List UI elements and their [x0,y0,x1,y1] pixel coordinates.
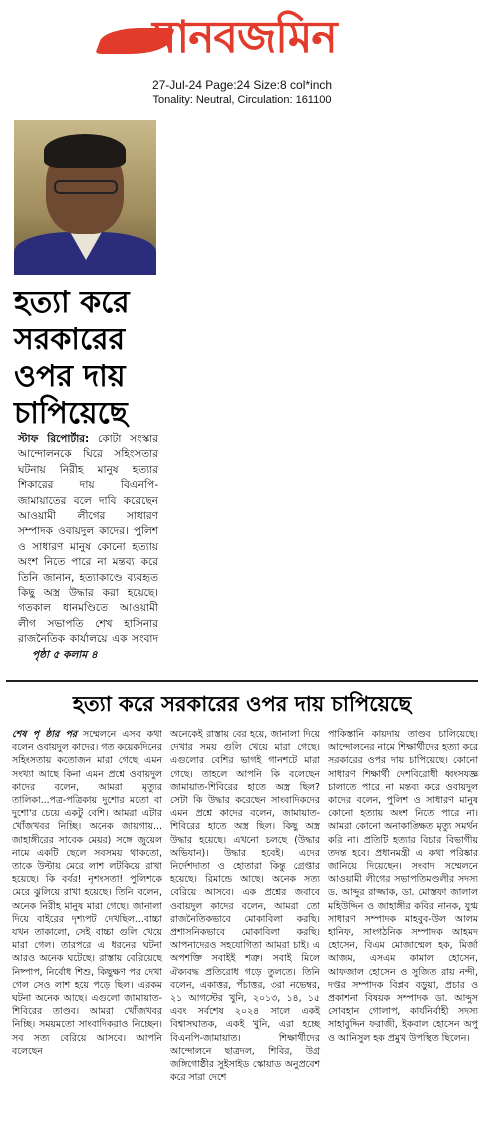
continuation-headline: হত্যা করে সরকারের ওপর দায় চাপিয়েছে [72,692,412,716]
body-column-3: পাকিস্তানি কায়দায় তাণ্ডব চালিয়েছে। আন্দোলনের নামে শিক্ষার্থীদের হত্যা করে সরকারের ওপর দায় চাপিয়েছে। কোনো সাধারণ শিক্ষার্থী দেশবিরোধী ধ্বংসযজ্ঞ চালাতে পারে না মন্তব্য করে ওবায়দুল কাদের বলেন, পুলিশ ও সাধারণ মানুষ কোনো হত্যায় অংশ নিতে পারে না। আমরা কোনো অনাকাঙ্ক্ষিত মৃত্যু সমর্থন করি না। প্রতিটি হত্যার বিচার বিভাগীয় তদন্ত হবে। প্রধানমন্ত্রী এ কথা পরিষ্কার জানিয়ে দিয়েছেন। সংবাদ সম্মেলনে আওয়ামী লীগের সভাপতিমণ্ডলীর সদস্য ড. আব্দুর রাজ্জাক, ডা. মোস্তফা জালাল মহিউদ্দিন ও জাহাঙ্গীর কবির নানক, যুগ্ম সাধারণ সম্পাদক মাহবুব-উল আলম হানিফ, সাংগঠনিক সম্পাদক আহমদ হোসেন, বিএম মোজাম্মেল হক, মির্জা আজম, এসএম কামাল হোসেন, আফজাল হোসেন ও সুজিত রায় নন্দী, দপ্তর সম্পাদক বিপ্লব বড়ুয়া, প্রচার ও প্রকাশনা বিষয়ক সম্পাদক ডা. আব্দুস সোবহান গোলাপ, কার্যনির্বাহী সদস্য সাহাবুদ্দিন ফরাজী, ইকবাল হোসেন অপু ও আনিসুল হক প্রমুখ উপস্থিত ছিলেন। [328,729,478,1044]
lead-text: কোটা সংস্কার আন্দোলনকে ঘিরে সহিংসতার ঘটনায় নিরীহ মানুষ হত্যার শিকারের দায় বিএনপি-জামায়াতের বলে দাবি করেছেন আওয়ামী লীগের সাধারণ সম্পাদক ওবায়দুল কাদের। পুলিশ ও সাধারণ মানুষ কোনো হত্যায় অংশ নিতে পারে না মন্তব্য করে তিনি জানান, হত্যাকাণ্ডে ব্যবহৃত কিছু অস্ত্র উদ্ধার করা হয়েছে। গতকাল ধানমণ্ডিতে আওয়ামী লীগ সভাপতি শেখ হাসিনার রাজনৈতিক কার্যালয়ে এক সংবাদ [18,433,158,646]
person-photo [14,120,156,275]
continued-reference: পৃষ্ঠা ৫ কলাম ৪ [32,648,98,661]
lead-paragraph [18,432,158,663]
byline: স্টাফ রিপোর্টার: [18,433,90,445]
front-page-headline [14,284,164,432]
newspaper-name: মানবজমিন [152,12,337,63]
headline-line: হত্যা করে [14,285,130,320]
clip-date-size: 27-Jul-24 Page:24 Size:8 col*inch [151,78,333,92]
headline-line: সরকারের [14,322,126,357]
headline-line: ওপর দায় [14,359,126,394]
body-column-2: অনেকেই রাস্তায় বের হয়ে, জানালা দিয়ে দেখার সময় গুলি খেয়ে মারা গেছে। এগুলোর বেশির ভাগই গানশটে মারা গেছে। তাহলে আপনি কি বলেছেন জামায়াত-শিবিরের হাতে অস্ত্র ছিল? সেটা কি উদ্ধার করেছেন সাংবাদিকদের এমন প্রশ্নে কাদের বলেন, জামায়াত-শিবিরের হাতে অস্ত্র ছিল। কিছু অস্ত্র উদ্ধার হয়েছে। এখনো চলছে (উদ্ধার অভিযান)। উদ্ধার হবেই। এদের নির্দেশদাতা ও হোতারা কিন্তু গ্রেপ্তার হয়েছে। রিমান্ডে আছে। অনেক সত্য বেরিয়ে আসবে। এক প্রশ্নের জবাবে ওবায়দুল কাদের বলেন, আমরা তো রাজনৈতিকভাবে মোকাবিলা করছি। প্রশাসনিকভাবে মোকাবিলা করছি। আপনাদেরও সহযোগিতা আমরা চাই। এ অপশক্তি সবাইই শত্রু। সবাই মিলে ঐক্যবদ্ধ প্রতিরোধ গড়ে তুলতে। তিনি বলেন, একাত্তর, পঁচাত্তর, ৩রা নভেম্বর, ২১ আগস্টের খুনি, ২০১৩, ১৪, ১৫ এবং সর্বশেষ ২০২৪ সালে একই বিশ্বাসঘাতক, একই খুনি, এরা হচ্ছে বিএনপি-জামায়াত। শিক্ষার্থীদের আন্দোলনে ছাত্রদল, শিবির, উগ্র জঙ্গিগোষ্ঠীর সুইসাইড স্কোয়াড অনুপ্রবেশ করে সারা দেশে [170,729,320,1084]
body-column-1 [12,728,162,1058]
dateline: শেষ পৃ ষ্ঠার পর [12,729,78,740]
column-text: সম্মেলনে এসব কথা বলেন ওবায়দুল কাদের। গত কয়েকদিনের সহিংসতায় কতোজন মারা গেছে এমন সংখ্যা আছে কিনা এমন প্রশ্নে ওবায়দুল কাদের বলেন, আমরা মৃত্যুর তালিকা...পত্র-পত্রিকায় দুশোর মতো বা দুশো'র চেয়ে একটু বেশি। আমরা এটার খোঁজখবর নিচ্ছি। অনেক জায়গায়... জাহাঙ্গীরের সাবেক মেয়র) সঙ্গে জুয়েল নামে একটি ছেলে সবসময় থাকতো, তাকে উল্টায় মেরে লাশ লটকিয়ে রাখা হয়েছে। কি বর্বর! নৃশংসতা! পুলিশকে মেরে ঝুলিয়ে রাখা হয়েছে। তিনি বলেন, অনেক নিরীহ মানুষ মারা গেছে। জানালা দিয়ে বাইরের দৃশ্যপট দেখছিল...বাচ্চা যখন তাকালো, সেই বাচ্চা গুলি খেয়ে মারা গেল। তারপরে এ ধরনের ঘটনা আরও অনেক ঘটেছে। রাস্তায় বেরিয়েছে নিষ্পাপ, নির্বোধ শিশু, কিছুক্ষণ পর দেখা গেল সেও লাশ হয়ে পড়ে ছিল। এরকম ঘটনা অনেক আছে। এগুলো জামায়াত-শিবিরের তাণ্ডব। আমরা খোঁজখবর নিচ্ছি। সময়মতো সাংবাদিকরাও নিচ্ছেন। সব সত্য বেরিয়ে আসবে। আপনি বলেছেন [12,729,162,1057]
clip-tonality-circulation: Tonality: Neutral, Circulation: 161100 [152,94,332,106]
headline-line: চাপিয়েছে [14,396,128,431]
section-divider [6,680,478,682]
newspaper-masthead [100,8,390,70]
